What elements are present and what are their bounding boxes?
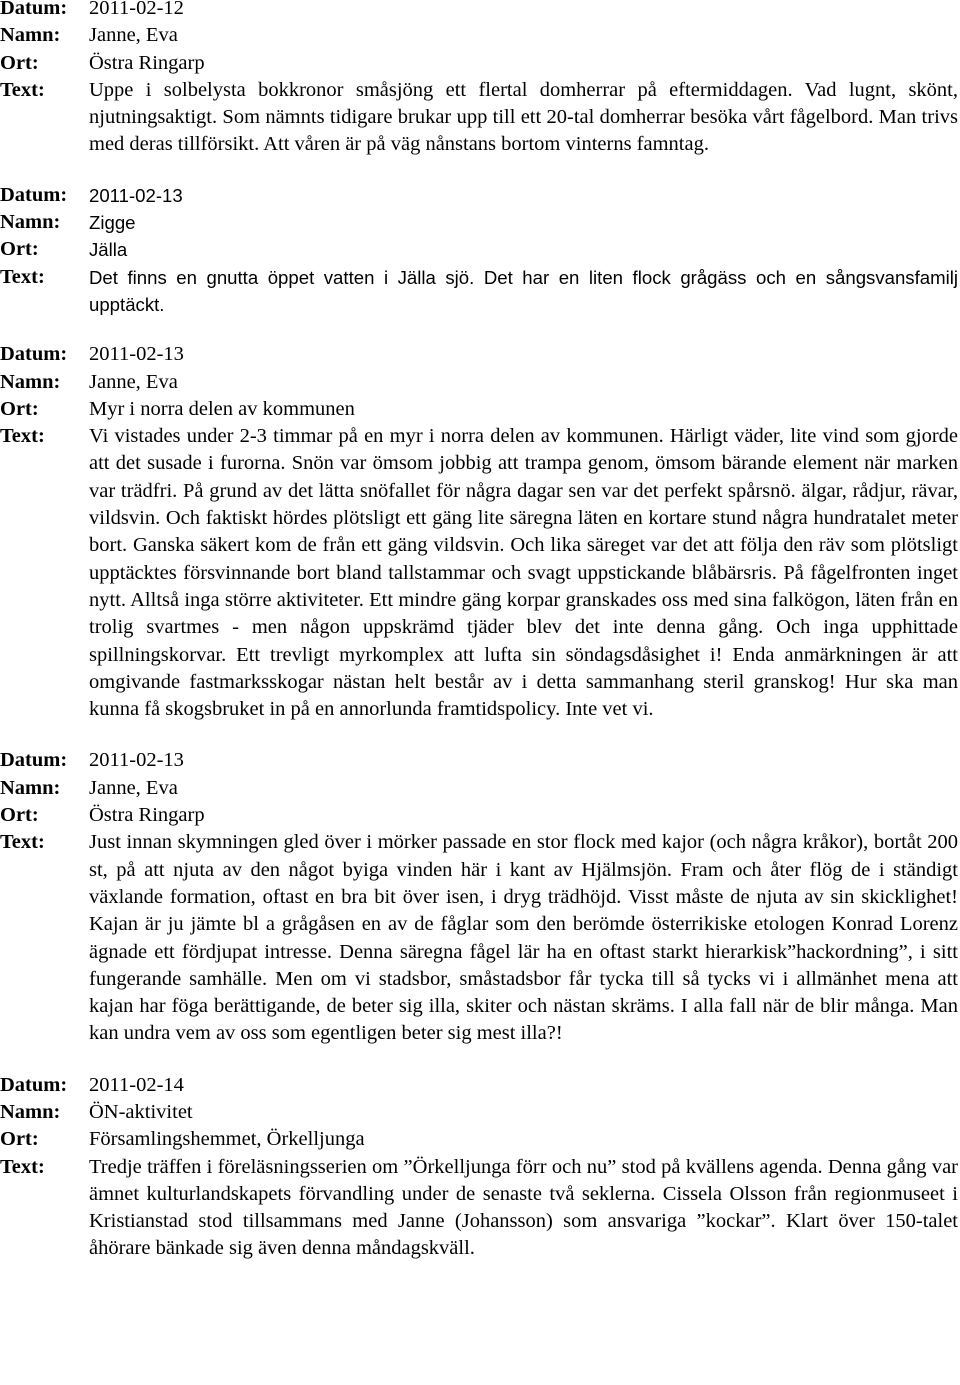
date-value: 2011-02-13: [89, 343, 184, 366]
diary-entry: [0, 341, 958, 723]
place-value: Myr i norra delen av kommunen: [89, 397, 355, 420]
text-value: Just innan skymningen gled över i mörker passade en stor flock med kajor (och några kråkor), bortåt 200 st, på att njuta av den något byiga vinden här i kant av Hjälmsjön. Fram och åter flög de i ständigt växlande formation, oftast en bra bit över isen, i dryg trädhöjd. Visst måste de njuta av sin skicklighet! Kajan är ju jämte bl a grågåsen en av de fåglar som den berömde österrikiske etologen Konrad Lorenz ägnade ett fördjupat intresse. Denna säregna fågel lär ha en oftast starkt hierarkisk”hackordning”, i sitt fungerande samhälle. Men om vi stadsbor, småstadsbor får tycka till så tycks vi i allmänhet mena att kajan har föga berättigande, de beter sig illa, skiter och nästan skräms. I alla fall när de blir många. Man kan undra vem av oss som egentligen beter sig mest illa?!: [89, 831, 958, 1045]
name-label: Namn:: [0, 24, 61, 47]
text-label: Text:: [0, 831, 45, 854]
date-row: [0, 341, 958, 368]
name-label: Namn:: [0, 370, 61, 393]
place-value: Östra Ringarp: [89, 51, 205, 74]
text-row: [0, 77, 958, 159]
name-row: [0, 775, 958, 802]
name-row: [0, 369, 958, 396]
place-value: Östra Ringarp: [89, 804, 205, 827]
name-row: [0, 209, 958, 236]
diary-entry: [0, 182, 958, 318]
place-row: [0, 396, 958, 423]
text-value: Uppe i solbelysta bokkronor småsjöng ett flertal domherrar på eftermiddagen. Vad lugnt, skönt, njutningsaktigt. Som nämnts tidigare brukar upp till ett 20-tal domherrar besöka vårt fågelbord. Man trivs med deras tillförsikt. Att våren är på väg nånstans bortom vinterns famntag.: [89, 78, 958, 156]
text-label: Text:: [0, 78, 45, 101]
date-row: [0, 1072, 958, 1099]
date-row: [0, 0, 958, 22]
place-label: Ort:: [0, 804, 39, 827]
date-label: Datum:: [0, 1073, 68, 1096]
diary-entry: [0, 747, 958, 1047]
place-value: Jälla: [89, 239, 128, 261]
date-value: 2011-02-14: [89, 1073, 184, 1096]
diary-entry: [0, 0, 958, 159]
place-label: Ort:: [0, 51, 39, 74]
text-label: Text:: [0, 265, 45, 288]
date-value: 2011-02-12: [89, 0, 184, 19]
text-row: [0, 1154, 958, 1263]
name-value: Janne, Eva: [89, 24, 178, 47]
date-label: Datum:: [0, 183, 68, 206]
name-row: [0, 1099, 958, 1126]
name-row: [0, 22, 958, 49]
name-value: Zigge: [89, 212, 136, 234]
text-value: Tredje träffen i föreläsningsserien om ”Örkelljunga förr och nu” stod på kvällens agenda. Denna gång var ämnet kulturlandskapets förvandling under de senaste två seklerna. Cissela Olsson från regionmuseet i Kristianstad stod tillsammans med Janne (Johansson) som ansvariga ”kockar”. Klart över 150-talet åhörare bänkade sig även denna måndagskväll.: [89, 1155, 958, 1260]
name-label: Namn:: [0, 211, 61, 234]
place-row: [0, 1126, 958, 1153]
name-value: ÖN-aktivitet: [89, 1100, 193, 1123]
place-label: Ort:: [0, 397, 39, 420]
date-row: [0, 747, 958, 774]
text-row: [0, 264, 958, 319]
name-value: Janne, Eva: [89, 776, 178, 799]
name-label: Namn:: [0, 1100, 61, 1123]
place-value: Församlingshemmet, Örkelljunga: [89, 1128, 365, 1151]
place-row: [0, 236, 958, 263]
date-value: 2011-02-13: [89, 749, 184, 772]
date-label: Datum:: [0, 0, 68, 19]
diary-entry: [0, 1072, 958, 1263]
text-label: Text:: [0, 425, 45, 448]
name-value: Janne, Eva: [89, 370, 178, 393]
name-label: Namn:: [0, 776, 61, 799]
text-value: Vi vistades under 2-3 timmar på en myr i norra delen av kommunen. Härligt väder, lite vind som gjorde att det susade i furorna. Snön var ömsom jobbig att trampa genom, ömsom bärande element när marken var trädfri. På grund av det lätta snöfallet för några dagar sen var det perfekt spårsnö. älgar, rådjur, rävar, vildsvin. Och faktiskt hördes plötsligt ett gäng lite säregna läten en kortare stund några hundratalet meter bort. Ganska säkert kom de från ett gäng vildsvin. Och lika säreget var det att följa den räv som plötsligt upptäcktes försvinnande bort bland tallstammar och svagt uppstickande blåbärsris. På fågelfronten inget nytt. Alltså inga större aktiviteter. Ett mindre gäng korpar granskades oss med sina falkögon, läten från en trolig svartmes - men någon uppskrämd tjäder blev det inte denna gång. Och inga upphittade spillningskorvar. Ett trevligt myrkomplex att lufta sin söndagsdåsighet i! Enda anmärkningen är att omgivande fastmarksskogar nästan helt består av i detta sammanhang steril granskog! Hur ska man kunna få skogsbruket in på en annorlunda framtidspolicy. Inte vet vi.: [89, 425, 958, 721]
date-value: 2011-02-13: [89, 184, 183, 206]
place-row: [0, 802, 958, 829]
place-label: Ort:: [0, 1128, 39, 1151]
place-label: Ort:: [0, 238, 39, 261]
text-row: [0, 423, 958, 723]
text-row: [0, 829, 958, 1047]
text-label: Text:: [0, 1155, 45, 1178]
date-label: Datum:: [0, 343, 68, 366]
date-row: [0, 182, 958, 209]
date-label: Datum:: [0, 749, 68, 772]
place-row: [0, 50, 958, 77]
text-value: Det finns en gnutta öppet vatten i Jälla sjö. Det har en liten flock grågäss och en sångsvansfamilj upptäckt.: [89, 266, 958, 315]
